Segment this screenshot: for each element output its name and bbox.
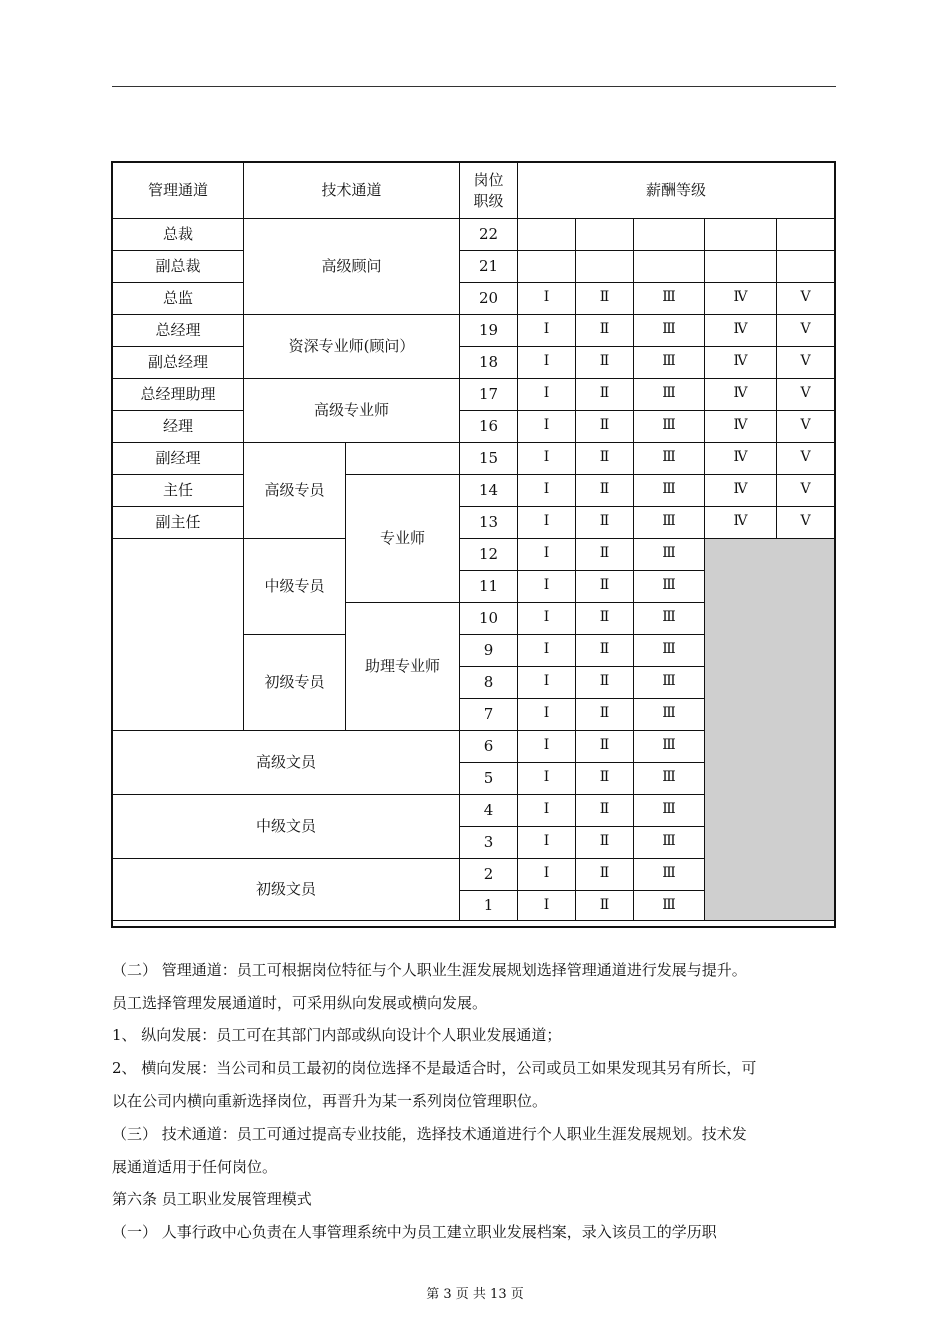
- mgmt-title-cell: 总经理助理: [113, 379, 244, 411]
- salary-grade-cell: Ⅱ: [576, 571, 634, 603]
- salary-grade-cell: Ⅱ: [576, 347, 634, 379]
- salary-grade-cell: Ⅱ: [576, 827, 634, 859]
- salary-grade-cell: Ⅴ: [777, 443, 834, 475]
- salary-grade-cell: Ⅱ: [576, 699, 634, 731]
- job-level-cell: 3: [460, 827, 518, 859]
- salary-grade-cell: Ⅳ: [705, 315, 777, 347]
- job-level-cell: 1: [460, 891, 518, 921]
- tech-mid-specialist: 中级专员: [244, 539, 346, 635]
- salary-grade-cell: Ⅲ: [634, 507, 705, 539]
- salary-grade-cell: Ⅳ: [705, 443, 777, 475]
- salary-grade-cell: Ⅰ: [518, 539, 576, 571]
- job-level-cell: 15: [460, 443, 518, 475]
- salary-grade-cell: Ⅳ: [705, 283, 777, 315]
- salary-grade-cell: Ⅰ: [518, 443, 576, 475]
- job-level-cell: 6: [460, 731, 518, 763]
- section-3-line-2: 展通道适用于任何岗位。: [112, 1158, 278, 1176]
- salary-grade-cell: Ⅳ: [705, 347, 777, 379]
- tech-professional: 专业师: [346, 475, 460, 603]
- mgmt-title-cell: 副总经理: [113, 347, 244, 379]
- salary-grade-cell: Ⅳ: [705, 475, 777, 507]
- salary-empty-cell: [518, 251, 576, 283]
- clerk-cell: 初级文员: [113, 859, 460, 921]
- salary-grade-cell: Ⅱ: [576, 315, 634, 347]
- tech-assistant-pro: 助理专业师: [346, 603, 460, 731]
- article-6-item-1: （一） 人事行政中心负责在人事管理系统中为员工建立职业发展档案，录入该员工的学历职: [112, 1223, 717, 1241]
- salary-empty-cell: [518, 219, 576, 251]
- salary-grade-cell: Ⅳ: [705, 379, 777, 411]
- job-level-cell: 22: [460, 219, 518, 251]
- mgmt-title-cell: 总经理: [113, 315, 244, 347]
- salary-grade-cell: Ⅴ: [777, 475, 834, 507]
- salary-grade-cell: Ⅲ: [634, 315, 705, 347]
- job-level-cell: 13: [460, 507, 518, 539]
- clerk-cell: 高级文员: [113, 731, 460, 795]
- salary-grade-cell: Ⅱ: [576, 443, 634, 475]
- tech-senior-advisor: 高级顾问: [244, 219, 460, 315]
- salary-grade-cell: Ⅲ: [634, 347, 705, 379]
- header-rule: [112, 86, 836, 87]
- page-footer: 第 3 页 共 13 页: [426, 1287, 524, 1302]
- salary-grade-cell: Ⅲ: [634, 699, 705, 731]
- job-level-cell: 18: [460, 347, 518, 379]
- job-level-cell: 7: [460, 699, 518, 731]
- job-level-cell: 8: [460, 667, 518, 699]
- salary-grade-cell: Ⅰ: [518, 635, 576, 667]
- tech-senior-pro-advisor: 资深专业师(顾问）: [244, 315, 460, 379]
- vertical-dev-line: 1、 纵向发展：员工可在其部门内部或纵向设计个人职业发展通道；: [112, 1026, 562, 1044]
- tech-senior-specialist: 高级专员: [244, 443, 346, 539]
- horizontal-dev-line-1: 2、 横向发展：当公司和员工最初的岗位选择不是最适合时，公司或员工如果发现其另有所长，可: [112, 1059, 757, 1077]
- salary-grade-cell: Ⅰ: [518, 315, 576, 347]
- tech-junior-specialist: 初级专员: [244, 635, 346, 731]
- job-level-cell: 21: [460, 251, 518, 283]
- mgmt-title-cell: 主任: [113, 475, 244, 507]
- salary-grade-cell: Ⅰ: [518, 475, 576, 507]
- salary-grade-cell: Ⅰ: [518, 507, 576, 539]
- job-level-cell: 16: [460, 411, 518, 443]
- salary-grade-cell: Ⅲ: [634, 731, 705, 763]
- salary-grade-cell: Ⅳ: [705, 411, 777, 443]
- job-level-cell: 12: [460, 539, 518, 571]
- salary-empty-cell: [705, 251, 777, 283]
- salary-grade-cell: Ⅱ: [576, 283, 634, 315]
- job-level-cell: 19: [460, 315, 518, 347]
- salary-grade-cell: Ⅰ: [518, 283, 576, 315]
- salary-grade-cell: Ⅴ: [777, 507, 834, 539]
- shaded-block: [705, 539, 834, 921]
- salary-grade-cell: Ⅲ: [634, 539, 705, 571]
- mgmt-title-cell: 经理: [113, 411, 244, 443]
- salary-grade-cell: Ⅰ: [518, 891, 576, 921]
- salary-grade-cell: Ⅰ: [518, 379, 576, 411]
- header-salary-grade: 薪酬等级: [518, 163, 834, 219]
- salary-grade-cell: Ⅱ: [576, 667, 634, 699]
- salary-grade-cell: Ⅰ: [518, 763, 576, 795]
- job-level-cell: 5: [460, 763, 518, 795]
- job-level-cell: 11: [460, 571, 518, 603]
- salary-grade-cell: Ⅲ: [634, 795, 705, 827]
- section-2-line-2: 员工选择管理发展通道时，可采用纵向发展或横向发展。: [112, 994, 488, 1012]
- header-job-level: 岗位 职级: [460, 163, 518, 219]
- salary-grade-cell: Ⅲ: [634, 283, 705, 315]
- header-mgmt-channel: 管理通道: [113, 163, 244, 219]
- salary-empty-cell: [777, 219, 834, 251]
- salary-grade-cell: Ⅱ: [576, 475, 634, 507]
- salary-empty-cell: [777, 251, 834, 283]
- job-level-cell: 17: [460, 379, 518, 411]
- salary-grade-cell: Ⅱ: [576, 603, 634, 635]
- salary-grade-cell: Ⅴ: [777, 411, 834, 443]
- mgmt-title-cell: 副经理: [113, 443, 244, 475]
- mgmt-title-cell: 总监: [113, 283, 244, 315]
- salary-grade-cell: Ⅲ: [634, 635, 705, 667]
- salary-grade-cell: Ⅴ: [777, 347, 834, 379]
- tech-senior-pro: 高级专业师: [244, 379, 460, 443]
- mgmt-title-cell: 副总裁: [113, 251, 244, 283]
- horizontal-dev-line-2: 以在公司内横向重新选择岗位，再晋升为某一系列岗位管理职位。: [112, 1092, 548, 1110]
- job-level-cell: 10: [460, 603, 518, 635]
- salary-empty-cell: [576, 219, 634, 251]
- mgmt-blank-cell: [113, 539, 244, 731]
- salary-grade-cell: Ⅲ: [634, 379, 705, 411]
- salary-grade-cell: Ⅰ: [518, 347, 576, 379]
- salary-grade-cell: Ⅴ: [777, 379, 834, 411]
- salary-grade-cell: Ⅴ: [777, 315, 834, 347]
- salary-grade-cell: Ⅱ: [576, 763, 634, 795]
- salary-grade-cell: Ⅲ: [634, 891, 705, 921]
- salary-grade-cell: Ⅱ: [576, 635, 634, 667]
- salary-grade-cell: Ⅲ: [634, 667, 705, 699]
- mgmt-title-cell: 总裁: [113, 219, 244, 251]
- salary-grade-cell: Ⅲ: [634, 859, 705, 891]
- career-path-table: [111, 161, 836, 928]
- salary-grade-cell: Ⅰ: [518, 795, 576, 827]
- salary-grade-cell: Ⅲ: [634, 763, 705, 795]
- salary-grade-cell: Ⅱ: [576, 539, 634, 571]
- header-tech-channel: 技术通道: [244, 163, 460, 219]
- salary-grade-cell: Ⅴ: [777, 283, 834, 315]
- salary-grade-cell: Ⅱ: [576, 891, 634, 921]
- salary-grade-cell: Ⅲ: [634, 443, 705, 475]
- job-level-cell: 14: [460, 475, 518, 507]
- section-3-line-1: （三） 技术通道：员工可通过提高专业技能，选择技术通道进行个人职业生涯发展规划。技术发: [112, 1125, 747, 1143]
- salary-grade-cell: Ⅱ: [576, 507, 634, 539]
- salary-grade-cell: Ⅰ: [518, 699, 576, 731]
- salary-grade-cell: Ⅰ: [518, 411, 576, 443]
- tech-blank-cell: [346, 443, 460, 475]
- salary-grade-cell: Ⅲ: [634, 827, 705, 859]
- job-level-cell: 9: [460, 635, 518, 667]
- section-2-line-1: （二） 管理通道：员工可根据岗位特征与个人职业生涯发展规划选择管理通道进行发展与提升。: [112, 961, 747, 979]
- salary-grade-cell: Ⅳ: [705, 507, 777, 539]
- salary-grade-cell: Ⅱ: [576, 731, 634, 763]
- salary-empty-cell: [634, 219, 705, 251]
- salary-empty-cell: [576, 251, 634, 283]
- salary-grade-cell: Ⅰ: [518, 667, 576, 699]
- job-level-cell: 20: [460, 283, 518, 315]
- salary-grade-cell: Ⅲ: [634, 571, 705, 603]
- salary-grade-cell: Ⅱ: [576, 795, 634, 827]
- job-level-cell: 2: [460, 859, 518, 891]
- salary-grade-cell: Ⅰ: [518, 859, 576, 891]
- salary-grade-cell: Ⅰ: [518, 571, 576, 603]
- salary-empty-cell: [634, 251, 705, 283]
- job-level-cell: 4: [460, 795, 518, 827]
- article-6-heading: 第六条 员工职业发展管理模式: [112, 1190, 312, 1208]
- salary-grade-cell: Ⅱ: [576, 859, 634, 891]
- salary-empty-cell: [705, 219, 777, 251]
- salary-grade-cell: Ⅰ: [518, 603, 576, 635]
- salary-grade-cell: Ⅱ: [576, 379, 634, 411]
- salary-grade-cell: Ⅱ: [576, 411, 634, 443]
- salary-grade-cell: Ⅲ: [634, 475, 705, 507]
- salary-grade-cell: Ⅲ: [634, 603, 705, 635]
- mgmt-title-cell: 副主任: [113, 507, 244, 539]
- salary-grade-cell: Ⅰ: [518, 827, 576, 859]
- salary-grade-cell: Ⅲ: [634, 411, 705, 443]
- salary-grade-cell: Ⅰ: [518, 731, 576, 763]
- clerk-cell: 中级文员: [113, 795, 460, 859]
